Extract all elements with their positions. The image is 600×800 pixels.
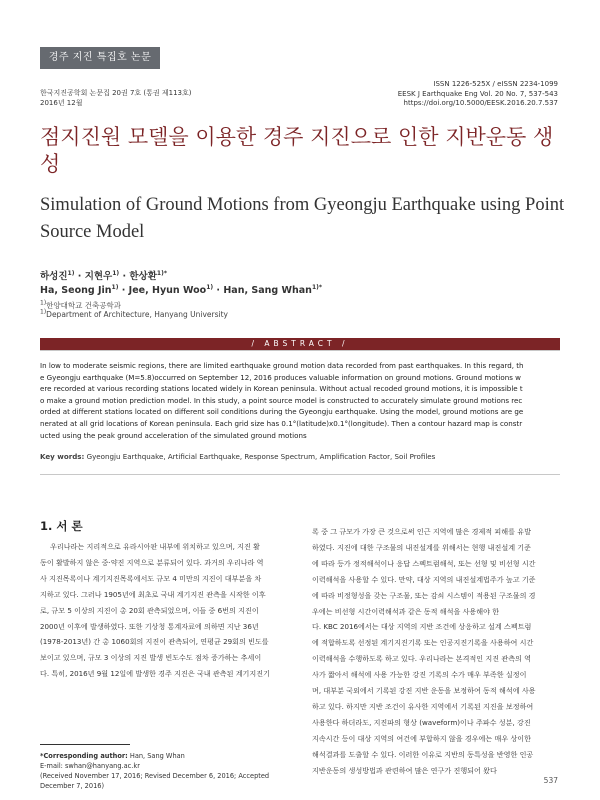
footnote [40,751,292,791]
keywords-label: Key words: [40,452,85,461]
author-separator: · [216,285,221,296]
abstract-line: e Gyeongju earthquake (M=5.8)occurred on September 12, 2016 produces valuable information on ground motions. Ground motions w [40,372,521,382]
body-column-right [312,524,560,779]
corr-label: *Corresponding author: [40,752,128,760]
received-dates: (Received November 17, 2016; Revised December 6, 2016; Accepted [40,772,270,780]
author-sup: 1) [112,269,120,277]
abstract-heading: / ABSTRACT / [40,338,560,350]
affiliation-english [40,310,228,319]
authors-english [40,285,322,296]
body-line: 지반운동의 생성방법과 관련하여 많은 연구가 진행되어 왔다 [312,765,497,775]
body-line: (1978-2013년) 간 총 1060회의 지진이 관측되어, 연평균 29회의 빈도를 [40,637,269,647]
section-tag: 경주 지진 특집호 논문 [40,47,160,69]
corresponding-author [40,751,292,761]
footnote-rule [40,744,130,745]
abstract-body [40,360,560,441]
body-line: 사가 짧아서 해석에 사용 가능한 강진 기록의 수가 매우 부족한 실정이 [312,670,527,680]
abstract-line: nerated at all grid locations of Korean peninsula. Each grid size has 0.1°(latitude)x0.1°(longitude). Then a contour hazard map is constr [40,418,523,428]
author-sup: 1)* [156,269,167,277]
body-line: 에 적합하도록 선정된 계기지진기록 또는 인공지진기록을 사용하여 시간 [312,638,534,648]
author-separator: · [77,271,82,282]
email[interactable]: E-mail: swhan@hanyang.ac.kr [40,762,140,770]
title-korean: 점지진원 모델을 이용한 경주 지진으로 인한 지반운동 생성 [40,125,554,176]
corr-name: Han, Sang Whan [129,752,185,760]
abstract-divider [40,350,560,351]
body-line: 로, 규모 5 이상의 지진이 총 20회 관측되었으며, 이들 중 6번의 지진이 [40,605,259,615]
affil-sup: 1) [40,308,47,316]
title-english: Simulation of Ground Motions from Gyeongju Earthquake using Point Source Model [40,195,565,242]
affil-text: Department of Architecture, Hanyang University [46,310,228,319]
author-name: 한상환 [129,271,157,282]
author-name: Jee, Hyun Woo [128,285,207,296]
doi-link[interactable]: https://doi.org/10.5000/EESK.2016.20.7.537 [403,99,558,107]
abstract-line: ere recorded at various recording stations located widely in Korean peninsula. Without actual recoded ground motions, it is impossible t [40,384,523,394]
body-line: 2000년 이후에 발생하였다. 또한 기상청 통계자료에 의하면 지난 36년 [40,621,259,631]
body-line: 지하고 있다. 그러나 1905년에 최초로 국내 계기지진 관측을 시작한 이후 [40,589,266,599]
author-sup: 1) [111,283,119,291]
author-sup: 1) [67,269,75,277]
body-line: 지속시간 등이 대상 지역의 여건에 부합하지 않을 경우에는 매우 상이한 [312,733,532,743]
body-line: 하고 있다. 하지만 지반 조건이 유사한 지역에서 기록된 지진을 보정하여 [312,701,534,711]
author-sup: 1) [206,283,214,291]
abstract-line: o make a ground motion prediction model. In this study, a point source model is constructed to accurately simulate ground motions rec [40,395,523,405]
body-line: 다. 특히, 2016년 9월 12일에 발생한 경주 지진은 국내 관측된 계기지진기 [40,669,270,679]
keywords-divider [40,474,560,475]
body-line: 에 따라 비정형성을 갖는 구조물, 또는 감쇠 시스템이 적용된 구조물의 경 [312,590,536,600]
abstract-line: In low to moderate seismic regions, there are limited earthquake ground motion data recorded from past earthquakes. In this regard, th [40,361,524,370]
journal-info-right [398,80,558,109]
received-dates-cont: December 7, 2016) [40,782,105,790]
body-line: 사 지진목록이나 계기지진목록에서도 규모 4 미만의 지진이 대부분을 차 [40,573,262,583]
body-line: 하였다. 지진에 대한 구조물의 내진설계를 위해서는 현행 내진설계 기준 [312,542,532,552]
body-column-left [40,539,292,682]
body-line: 동이 활발하지 않은 중·약진 지역으로 분류되어 있다. 과거의 우리나라 역 [40,557,264,567]
abstract-line: orded at different stations located on different soil conditions during the Gyeongju earthquake. Using the model, ground motions are ge [40,407,524,417]
abstract-line: ucted using the peak ground acceleration of the simulated ground motions [40,430,307,440]
affil-sup: 1) [40,299,47,307]
keywords-text: Gyeongju Earthquake, Artificial Earthquake, Response Spectrum, Amplification Factor, Soil Profiles [86,452,436,461]
author-name: Ha, Seong Jin [40,285,112,296]
author-name: Han, Sang Whan [223,285,312,296]
body-line: 에 따라 등가 정적해석이나 응답 스펙트럼해석, 또는 선형 및 비선형 시간 [312,558,536,568]
author-sup: 1)* [311,283,322,291]
journal-line: 한국지진공학회 논문집 20권 7호 (통권 제113호) [40,89,192,97]
journal-volume: EESK J Earthquake Eng Vol. 20 No. 7, 537-543 [397,89,558,98]
body-line: 다. KBC 2016에서는 대상 지역의 지반 조건에 상응하고 설계 스펙트럼 [312,622,532,632]
author-separator: · [121,285,126,296]
author-name: 하성진 [40,271,68,282]
body-line: 사용한다 하더라도, 지진파의 형상 (waveform)이나 주파수 성분, 강진 [312,717,531,727]
author-separator: · [122,271,127,282]
affil-text: 한양대학교 건축공학과 [46,301,122,310]
body-line: 해석결과를 도출할 수 있다. 이러한 이유로 지반의 동특성을 반영한 인공 [312,749,534,759]
body-line: 우리나라는 지리적으로 유라시아판 내부에 위치하고 있으며, 지진 활 [50,542,260,551]
journal-info-left [40,88,192,108]
journal-date: 2016년 12월 [40,99,83,107]
body-line: 보이고 있으며, 규모 3 이상의 지진 발생 빈도수도 점차 증가하는 추세이 [40,653,262,663]
body-line: 우에는 비선형 시간이력해석과 같은 동적 해석을 사용해야 한 [312,606,500,616]
body-line: 이력해석을 사용할 수 있다. 만약, 대상 지역의 내진설계법주가 높고 기준 [312,574,536,584]
authors-korean [40,268,167,282]
body-line: 이력해석을 수행하도록 하고 있다. 우리나라는 본격적인 지진 관측의 역 [312,654,532,664]
section-heading: 1. 서 론 [40,519,83,533]
issn: ISSN 1226-525X / eISSN 2234-1099 [433,80,558,88]
keywords [40,452,560,461]
page-number: 537 [543,776,558,785]
body-line: 록 중 그 규모가 가장 큰 것으로써 인근 지역에 많은 경제적 피해를 유발 [312,527,531,536]
body-line: 며, 대부분 국외에서 기록된 강진 지반 운동을 보정하여 동적 해석에 사용 [312,686,536,696]
author-name: 지현우 [84,271,113,282]
